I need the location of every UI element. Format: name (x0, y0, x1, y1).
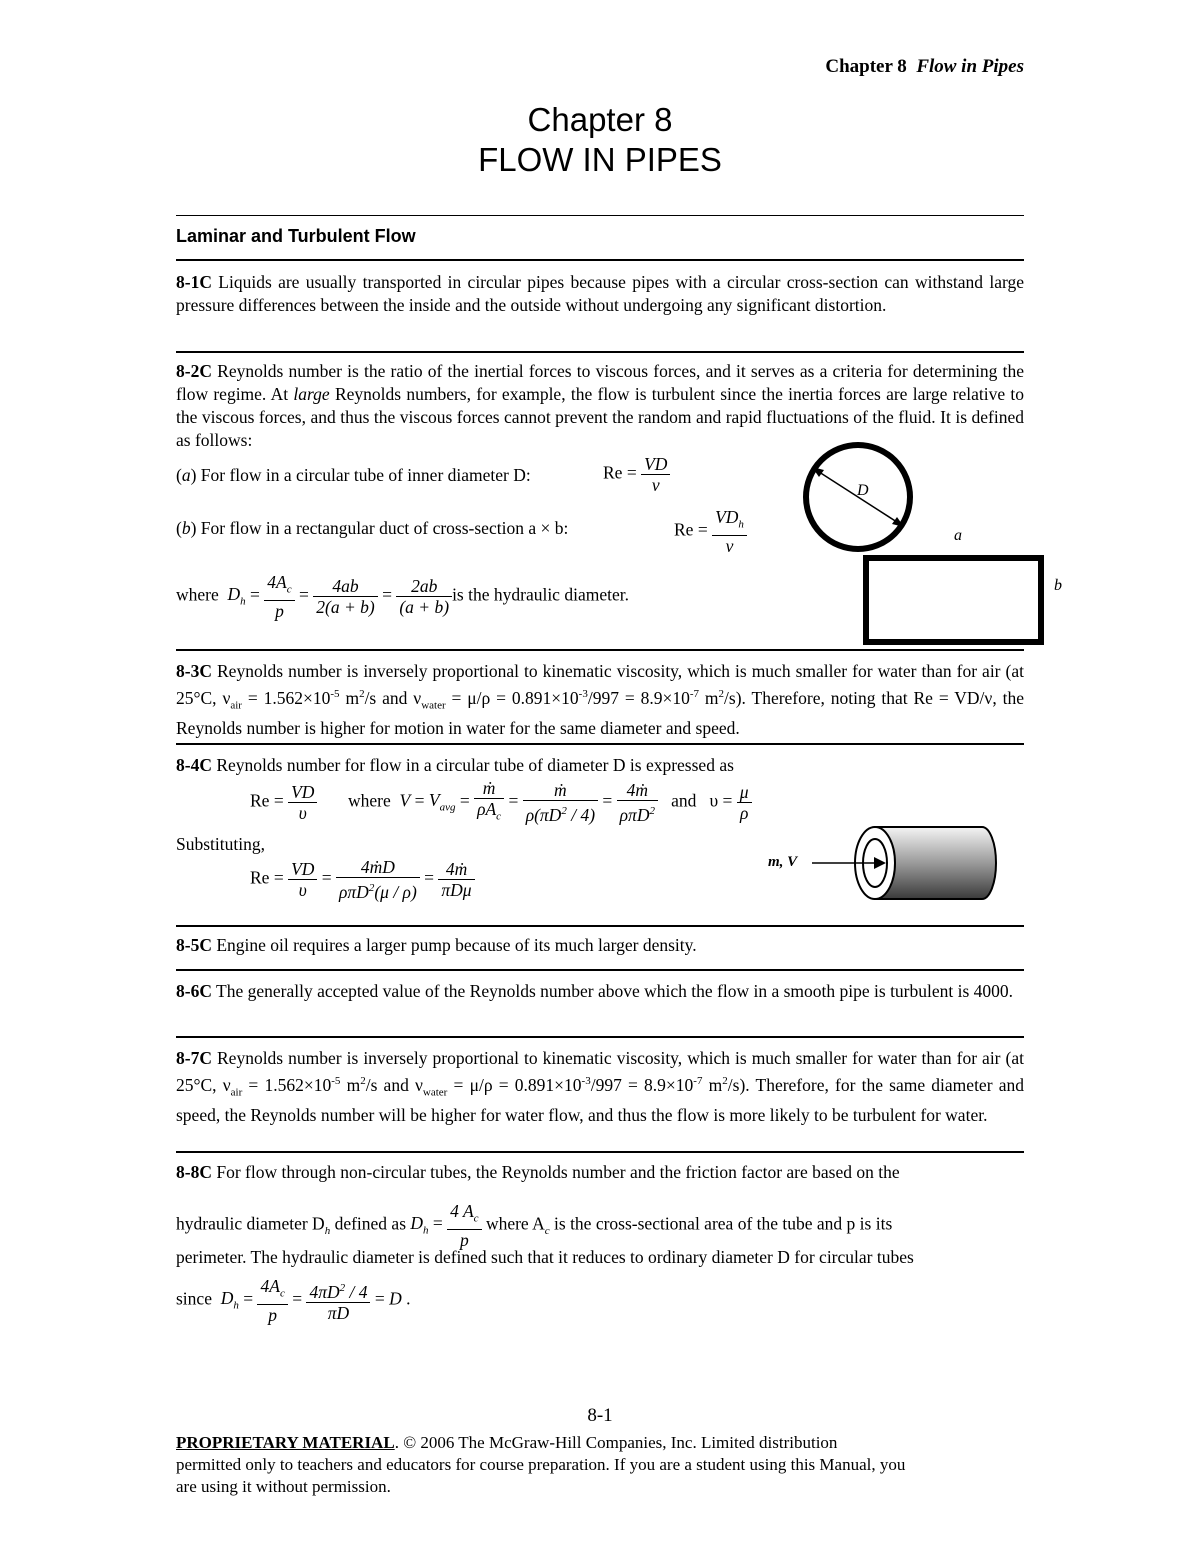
problem-8-6C (176, 980, 1024, 1003)
problem-text: hydraulic diameter D (176, 1213, 325, 1234)
case-a-text: For flow in a circular tube of inner diameter D: (200, 465, 531, 485)
since-label: since (176, 1288, 212, 1309)
problem-8-8C-line2: hydraulic diameter $D_h$ defined as $D_h$ = $\frac{4 A_c}{p}$ where $A_c$ is the cross-sectional area of the tube and p is its (176, 1201, 893, 1250)
problem-id: 8-1C (176, 272, 212, 292)
equation-re-definition: Re = $\frac{VD}{\upsilon}$ where $V = V_{avg}$ = $\frac{\text{ṁ}}{\rho A_c}$ = $\frac{\text{ṁ}}{\rho(\pi D^2 / 4)}$ = $\frac{\text{4ṁ}}{\rho\pi D^2}$ and υ = $\frac{\mu}{\rho}$ (250, 778, 752, 827)
problem-id: 8-5C (176, 935, 212, 955)
problem-text: Reynolds number is inversely proportional to kinematic viscosity, which is much smaller for water (217, 1048, 917, 1068)
divider (176, 925, 1024, 927)
problem-text: Reynolds number is the ratio of the inertial forces to viscous forces, and it serves as a criteria for determining the flow regime. At (176, 361, 1024, 404)
problem-id: 8-3C (176, 661, 212, 681)
problem-text: noting that Re = VD/ν, the Reynolds number is higher for motion in water for the same diameter and speed. (176, 687, 1024, 739)
running-header (825, 56, 1024, 78)
divider (176, 215, 1024, 216)
divider (176, 743, 1024, 745)
divider (176, 969, 1024, 971)
divider (176, 259, 1024, 261)
problem-text: The generally accepted value of the Reynolds number above which the flow in a smooth pipe is turbulent is 4000. (216, 981, 1014, 1001)
pipe-figure (760, 822, 1005, 904)
problem-8-1C (176, 271, 1024, 317)
problem-8-8C-line3: perimeter. The hydraulic diameter is defined such that it reduces to ordinary diameter D for circular tubes (176, 1247, 914, 1267)
problem-text: is the cross-sectional area of the tube and p is its (549, 1213, 893, 1234)
footer (176, 1432, 1024, 1498)
proprietary-label: PROPRIETARY MATERIAL (176, 1433, 395, 1452)
label-m-v: m, V (768, 854, 798, 870)
problem-text: Reynolds number for flow in a circular tube of diameter D is expressed as (216, 755, 734, 775)
problem-text: Reynolds numbers, for example, the flow is turbulent since the inertia forces are large relative to the viscous forces, and thus the viscous forces cannot prevent the random and rapid fluctuations of the fluid. It is defined as follows: (176, 384, 1024, 450)
label-b: b (1054, 577, 1062, 594)
divider (176, 1036, 1024, 1038)
chapter-title (0, 100, 1200, 180)
cross-section-figure (790, 440, 1080, 650)
problem-text: Engine oil requires a larger pump because of its much larger density. (216, 935, 697, 955)
equation-re-substituted: Re = $\frac{VD}{\upsilon}$ = $\frac{\text{4ṁD}}{\rho\pi D^2(\mu / \rho)}$ = $\frac{\text{4ṁ}}{\text{πDμ}}$ (250, 857, 475, 902)
rectangular-duct-icon (866, 558, 1041, 642)
problem-id: 8-2C (176, 361, 212, 381)
problem-text: Liquids are usually transported in circular pipes because pipes with a circular cross-section can withstand large pressure differences between the inside and the outside without undergoing any significant distortion. (176, 272, 1024, 315)
equation-re-circular: Re = $\frac{VD}{\nu}$ (603, 454, 670, 495)
footer-line1: . © 2006 The McGraw-Hill Companies, Inc. Limited distribution (394, 1433, 838, 1452)
divider (176, 1151, 1024, 1153)
problem-8-3C: 8-3C Reynolds number is inversely proportional to kinematic viscosity, which is much smaller for water than for air (at 25°C, $\nu_{air} = 1.562\times 10^{-5}$ $m^2/s$ and $\nu_{water} = \mu/\rho = 0.891\times 10^{-3}/997 = 8.9\times 10^{-7}$ $m^2/s$). Therefore, noting that Re = VD/ν, the Reynolds number is higher for motion in water for the same diameter and speed. (176, 661, 1024, 739)
problem-8-5C (176, 934, 1024, 957)
case-b: (b) For flow in a rectangular duct of cross-section a × b: (176, 518, 569, 538)
problem-id: 8-6C (176, 981, 212, 1001)
footer-line2: permitted only to teachers and educators for course preparation. If you are a student using this Manual, you (176, 1455, 906, 1474)
label-a: a (954, 527, 962, 544)
header-chapter: Chapter 8 (825, 56, 907, 77)
problem-id: 8-8C (176, 1162, 212, 1182)
equation-hydraulic-diameter: where $D_h$ = $\frac{4A_c}{p}$ = $\frac{4ab}{2(a + b)}$ = $\frac{2ab}{(a + b)}$ is the hydraulic diameter. (176, 572, 629, 621)
substituting-label: Substituting, (176, 834, 265, 854)
divider (176, 351, 1024, 353)
problem-id: 8-7C (176, 1048, 212, 1068)
problem-8-8C (176, 1161, 1024, 1184)
emphasis: large (293, 384, 330, 404)
case-a: (a) For flow in a circular tube of inner diameter D: (176, 465, 531, 485)
problem-id: 8-4C (176, 755, 212, 775)
chapter-number: Chapter 8 (527, 101, 673, 138)
problem-8-4C (176, 754, 1024, 777)
header-subject: Flow in Pipes (916, 56, 1024, 77)
chapter-name: FLOW IN PIPES (478, 141, 722, 178)
problem-8-7C: 8-7C Reynolds number is inversely proportional to kinematic viscosity, which is much smaller for water than for air (at 25°C, $\nu_{air} = 1.562\times 10^{-5}$ $m^2/s$ and $\nu_{water} = \mu/\rho = 0.891\times 10^{-3}/997 = 8.9\times 10^{-7}$ $m^2/s$). Therefore, for the same diameter and speed, the Reynolds number will be higher for water flow, and thus the flow is more likely to be turbulent for water. (176, 1048, 1024, 1126)
footer-line3: are using it without permission. (176, 1477, 391, 1496)
problem-text: Reynolds number is inversely proportional to kinematic viscosity, which is much smaller for water (217, 661, 917, 681)
equation-dh-circular: since $D_h$ = $\frac{4A_c}{p}$ = $\frac{4\pi D^2 / 4}{\pi D}$ = D . (176, 1276, 411, 1325)
problem-text: where A (481, 1213, 545, 1234)
section-heading: Laminar and Turbulent Flow (176, 226, 416, 246)
problem-text: defined as (330, 1213, 411, 1234)
page-number: 8-1 (587, 1405, 613, 1426)
case-b-text: For flow in a rectangular duct of cross-section a × b: (200, 518, 569, 538)
problem-text: For flow through non-circular tubes, the Reynolds number and the friction factor are based on the (216, 1162, 900, 1182)
label-D: D (857, 482, 869, 499)
divider (176, 649, 1024, 651)
where-tail: is the hydraulic diameter. (452, 584, 629, 605)
equation-re-rect: Re = $\frac{VD_h}{\nu}$ (674, 507, 747, 556)
problem-8-2C (176, 360, 1024, 452)
problem-text: for the same diameter and speed, the Reynolds number will be higher for water flow, and thus the flow is more likely to be turbulent for water. (176, 1074, 1024, 1126)
